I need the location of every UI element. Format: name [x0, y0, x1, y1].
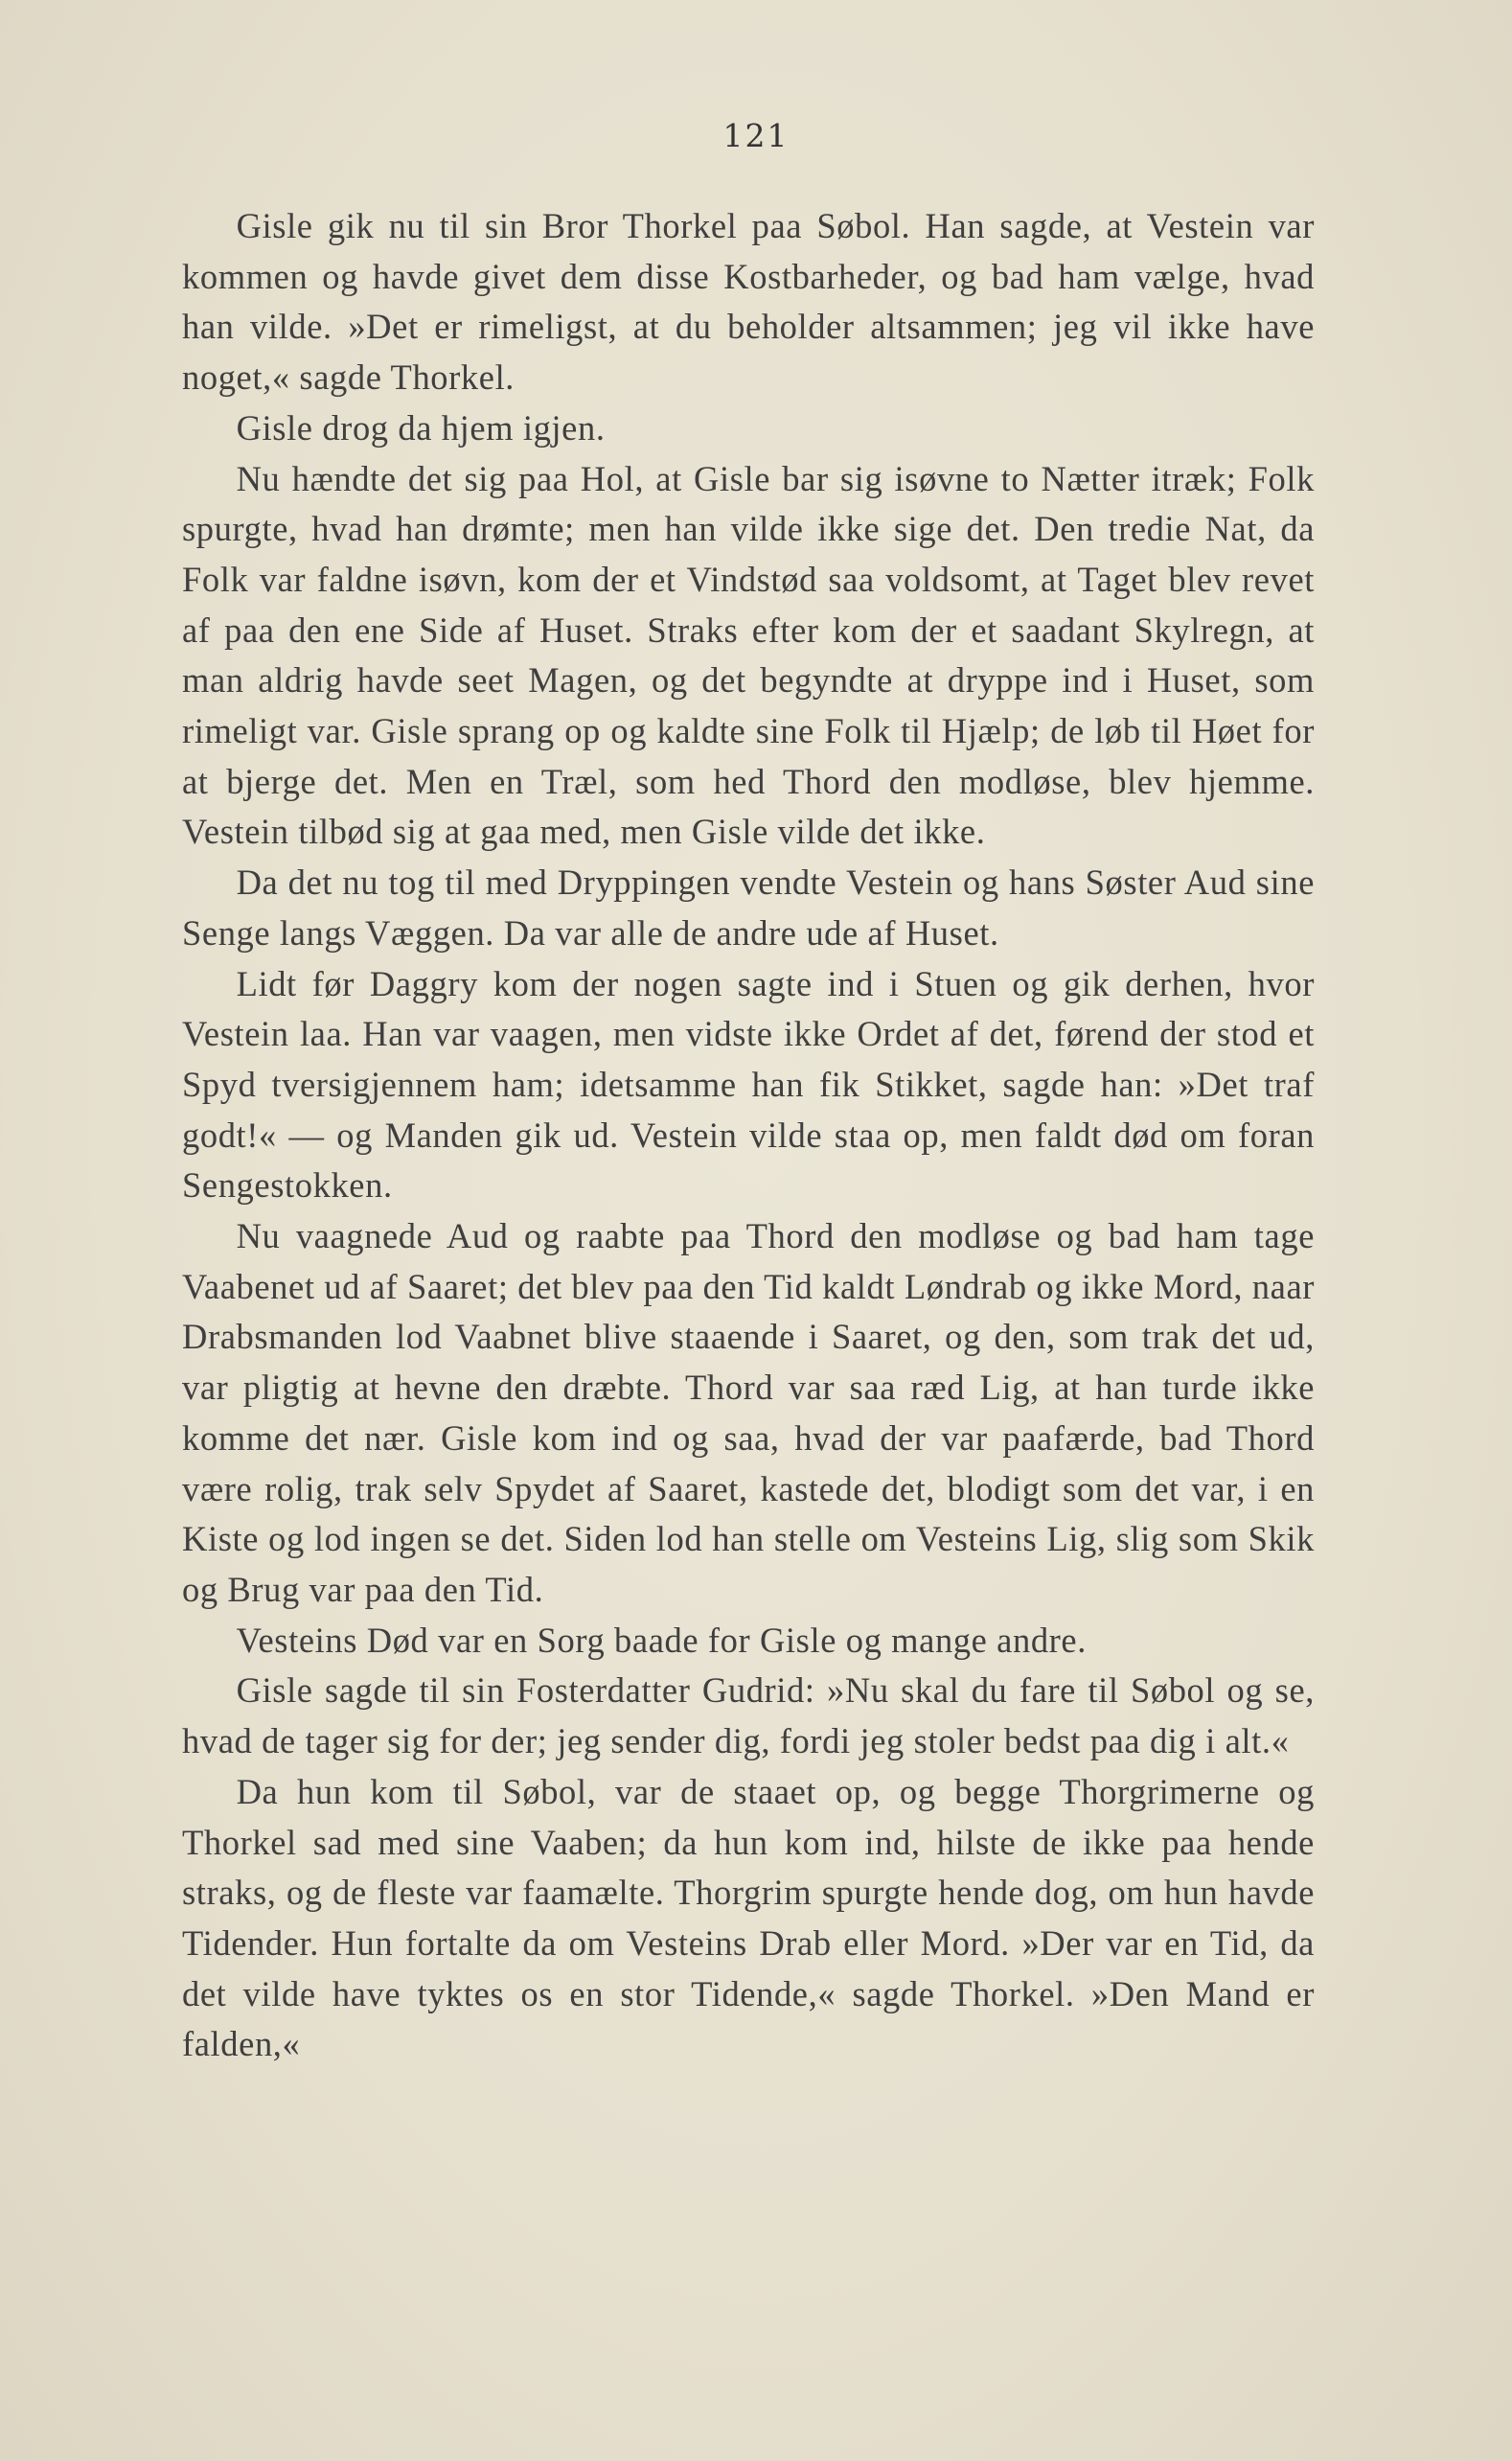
page-number: 121 — [722, 117, 790, 154]
paragraph: Gisle sagde til sin Fosterdatter Gudrid: »Nu skal du fare til Søbol og se, hvad de tager sig for der; jeg sender dig, fordi jeg stoler bedst paa dig i alt.« — [182, 1670, 1315, 1761]
paragraph: Gisle drog da hjem igjen. — [236, 407, 606, 448]
paragraph: Gisle gik nu til sin Bror Thorkel paa Søbol. Han sagde, at Vestein var kommen og havde givet dem disse Kostbarheder, og bad ham vælge, hvad han vilde. »Det er rimeligst, at du beholder altsammen; jeg vil ikke have noget,« sagde Thorkel. — [182, 206, 1315, 398]
paragraph: Vesteins Død var en Sorg baade for Gisle og mange andre. — [236, 1620, 1087, 1660]
paragraph: Nu vaagnede Aud og raabte paa Thord den modløse og bad ham tage Vaabenet ud af Saaret; det blev paa den Tid kaldt Løndrab og ikke Mord, naar Drabsmanden lod Vaabnet blive staaende i Saaret, og den, som trak det ud, var pligtig at hevne den dræbte. Thord var saa ræd Lig, at han turde ikke komme det nær. Gisle kom ind og saa, hvad der var paafærde, bad Thord være rolig, trak selv Spydet af Saaret, kastede det, blodigt som det var, i en Kiste og lod ingen se det. Siden lod han stelle om Vesteins Lig, slig som Skik og Brug var paa den Tid. — [182, 1216, 1315, 1609]
paragraph: Da det nu tog til med Dryppingen vendte Vestein og hans Søster Aud sine Senge langs Væggen. Da var alle de andre ude af Huset. — [182, 862, 1315, 953]
paragraph: Lidt før Daggry kom der nogen sagte ind i Stuen og gik derhen, hvor Vestein laa. Han var vaagen, men vidste ikke Ordet af det, førend der stod et Spyd tversigjennem ham; idetsamme han fik Stikket, sagde han: »Det traf godt!« — og Manden gik ud. Vestein vilde staa op, men faldt død om foran Sengestokken. — [182, 963, 1315, 1206]
paragraph: Nu hændte det sig paa Hol, at Gisle bar sig isøvne to Nætter itræk; Folk spurgte, hvad han drømte; men han vilde ikke sige det. Den tredie Nat, da Folk var faldne isøvn, kom der et Vindstød saa voldsomt, at Taget blev revet af paa den ene Side af Huset. Straks efter kom der et saadant Skylregn, at man aldrig havde seet Magen, og det begyndte at dryppe ind i Huset, som rimeligt var. Gisle sprang op og kaldte sine Folk til Hjælp; de løb til Høet for at bjerge det. Men en Træl, som hed Thord den modløse, blev hjemme. Vestein tilbød sig at gaa med, men Gisle vilde det ikke. — [182, 458, 1315, 852]
paragraph: Da hun kom til Søbol, var de staaet op, og begge Thorgrimerne og Thorkel sad med sine Vaaben; da hun kom ind, hilste de ikke paa hende straks, og de fleste var faamælte. Thorgrim spurgte hende dog, om hun havde Tidender. Hun fortalte da om Vesteins Drab eller Mord. »Der var en Tid, da det vilde have tyktes os en stor Tidende,« sagde Thorkel. »Den Mand er falden,« — [182, 1771, 1315, 2064]
body-text — [182, 201, 1315, 2070]
